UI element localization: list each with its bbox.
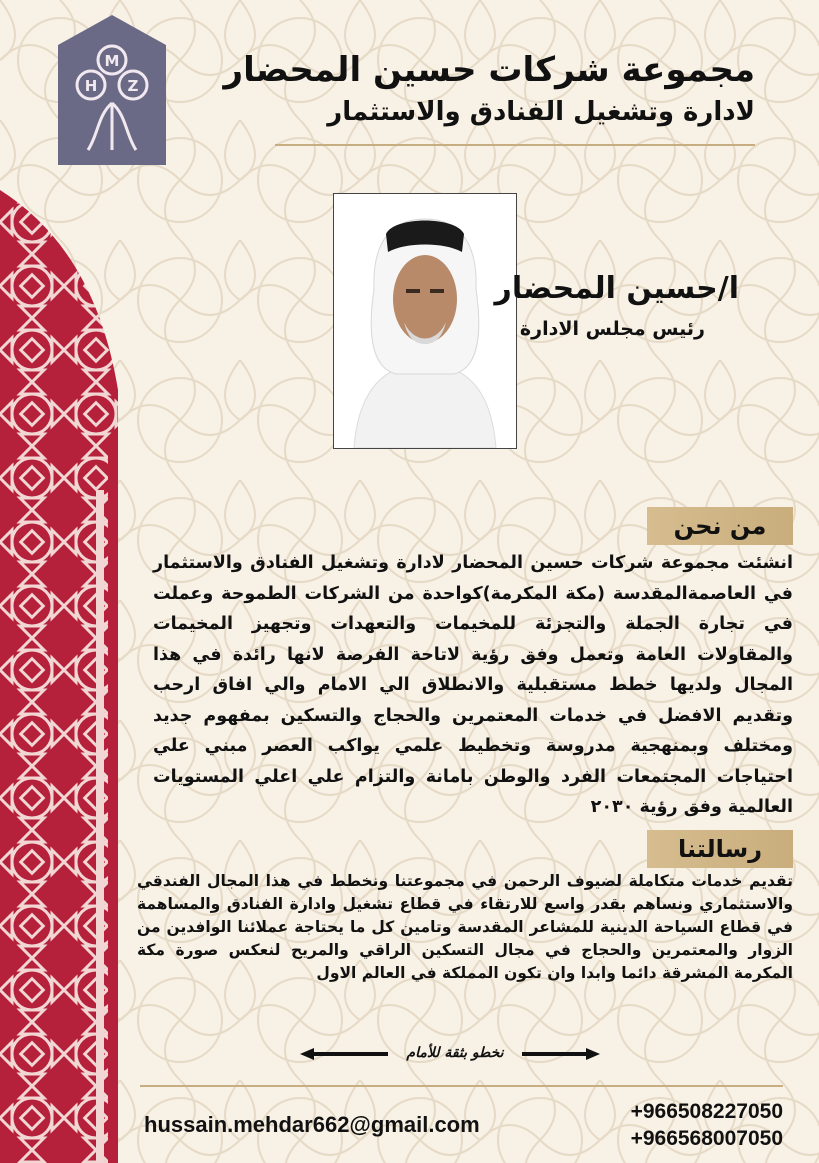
mission-heading: رسالتنا	[647, 830, 793, 868]
contact-email[interactable]: hussain.mehdar662@gmail.com	[144, 1112, 480, 1137]
mission-body: تقديم خدمات متكاملة لضيوف الرحمن في مجموعتنا ونخطط في هذا المجال الفندقي والاستثماري ونساهم بقدر واسع للارتقاء في قطاع تشغيل وادارة الفنادق والمساهمة في قطاع السياحة الدينية للمشاعر المقدسة وتامين كل ما يحتاجة عملائنا الوافدين من الزوار والمعتمرين والحجاج في مجال التسكين الراقي والمريح لنعكس صورة مكة المكرمة المشرقة دائما وابدا وان تكون المملكة في العالم الاول	[137, 872, 793, 982]
company-title: مجموعة شركات حسين المحضار	[223, 50, 755, 90]
chairman-info	[495, 270, 739, 342]
slogan-text: نخطو بثقة للأمام	[406, 1045, 504, 1061]
phone-number-2[interactable]: +966568007050	[630, 1127, 783, 1150]
logo-letter-m: M	[104, 52, 120, 70]
chairman-role: رئيس مجلس الادارة	[519, 318, 705, 340]
decorative-red-band	[0, 190, 128, 1163]
phone-number-1[interactable]: +966508227050	[630, 1100, 783, 1123]
header-divider	[275, 144, 755, 146]
chairman-name: ا/حسين المحضار	[494, 271, 739, 306]
footer-divider	[140, 1085, 783, 1087]
company-logo	[58, 15, 166, 165]
logo-letter-h: H	[84, 77, 98, 95]
company-subtitle: لادارة وتشغيل الفنادق والاستثمار	[327, 97, 755, 127]
about-heading: من نحن	[647, 507, 793, 545]
contact-phones	[631, 1098, 783, 1152]
about-body: انشئت مجموعة شركات حسين المحضار لادارة وتشغيل الفنادق والاستثمار في العاصمةالمقدسة (مكة المكرمة)كواحدة من الشركات الطموحة وعملت في تجارة الجملة والتجزئة للمخيمات والتعهدات وتجهيز المخيمات والمقاولات العامة وتعمل وفق رؤية لاتاحة الفرصة لانها رائدة في هذا المجال ولديها خطط مستقبلية والانطلاق الي الامام والي افاق ارحب وتقديم الافضل في خدمات المعتمرين والحجاج والتسكين بمفهوم جديد ومختلف وبمنهجية مدروسة وتخطيط علمي يواكب العصر مبني علي احتياجات المجتمعات الفرد والوطن بامانة والتزام علي اعلي المستويات العالمية وفق رؤية ٢٠٣٠	[153, 553, 793, 817]
chairman-portrait	[333, 193, 517, 449]
logo-letter-z: Z	[127, 77, 139, 95]
slogan	[300, 1042, 600, 1066]
header	[195, 50, 755, 128]
